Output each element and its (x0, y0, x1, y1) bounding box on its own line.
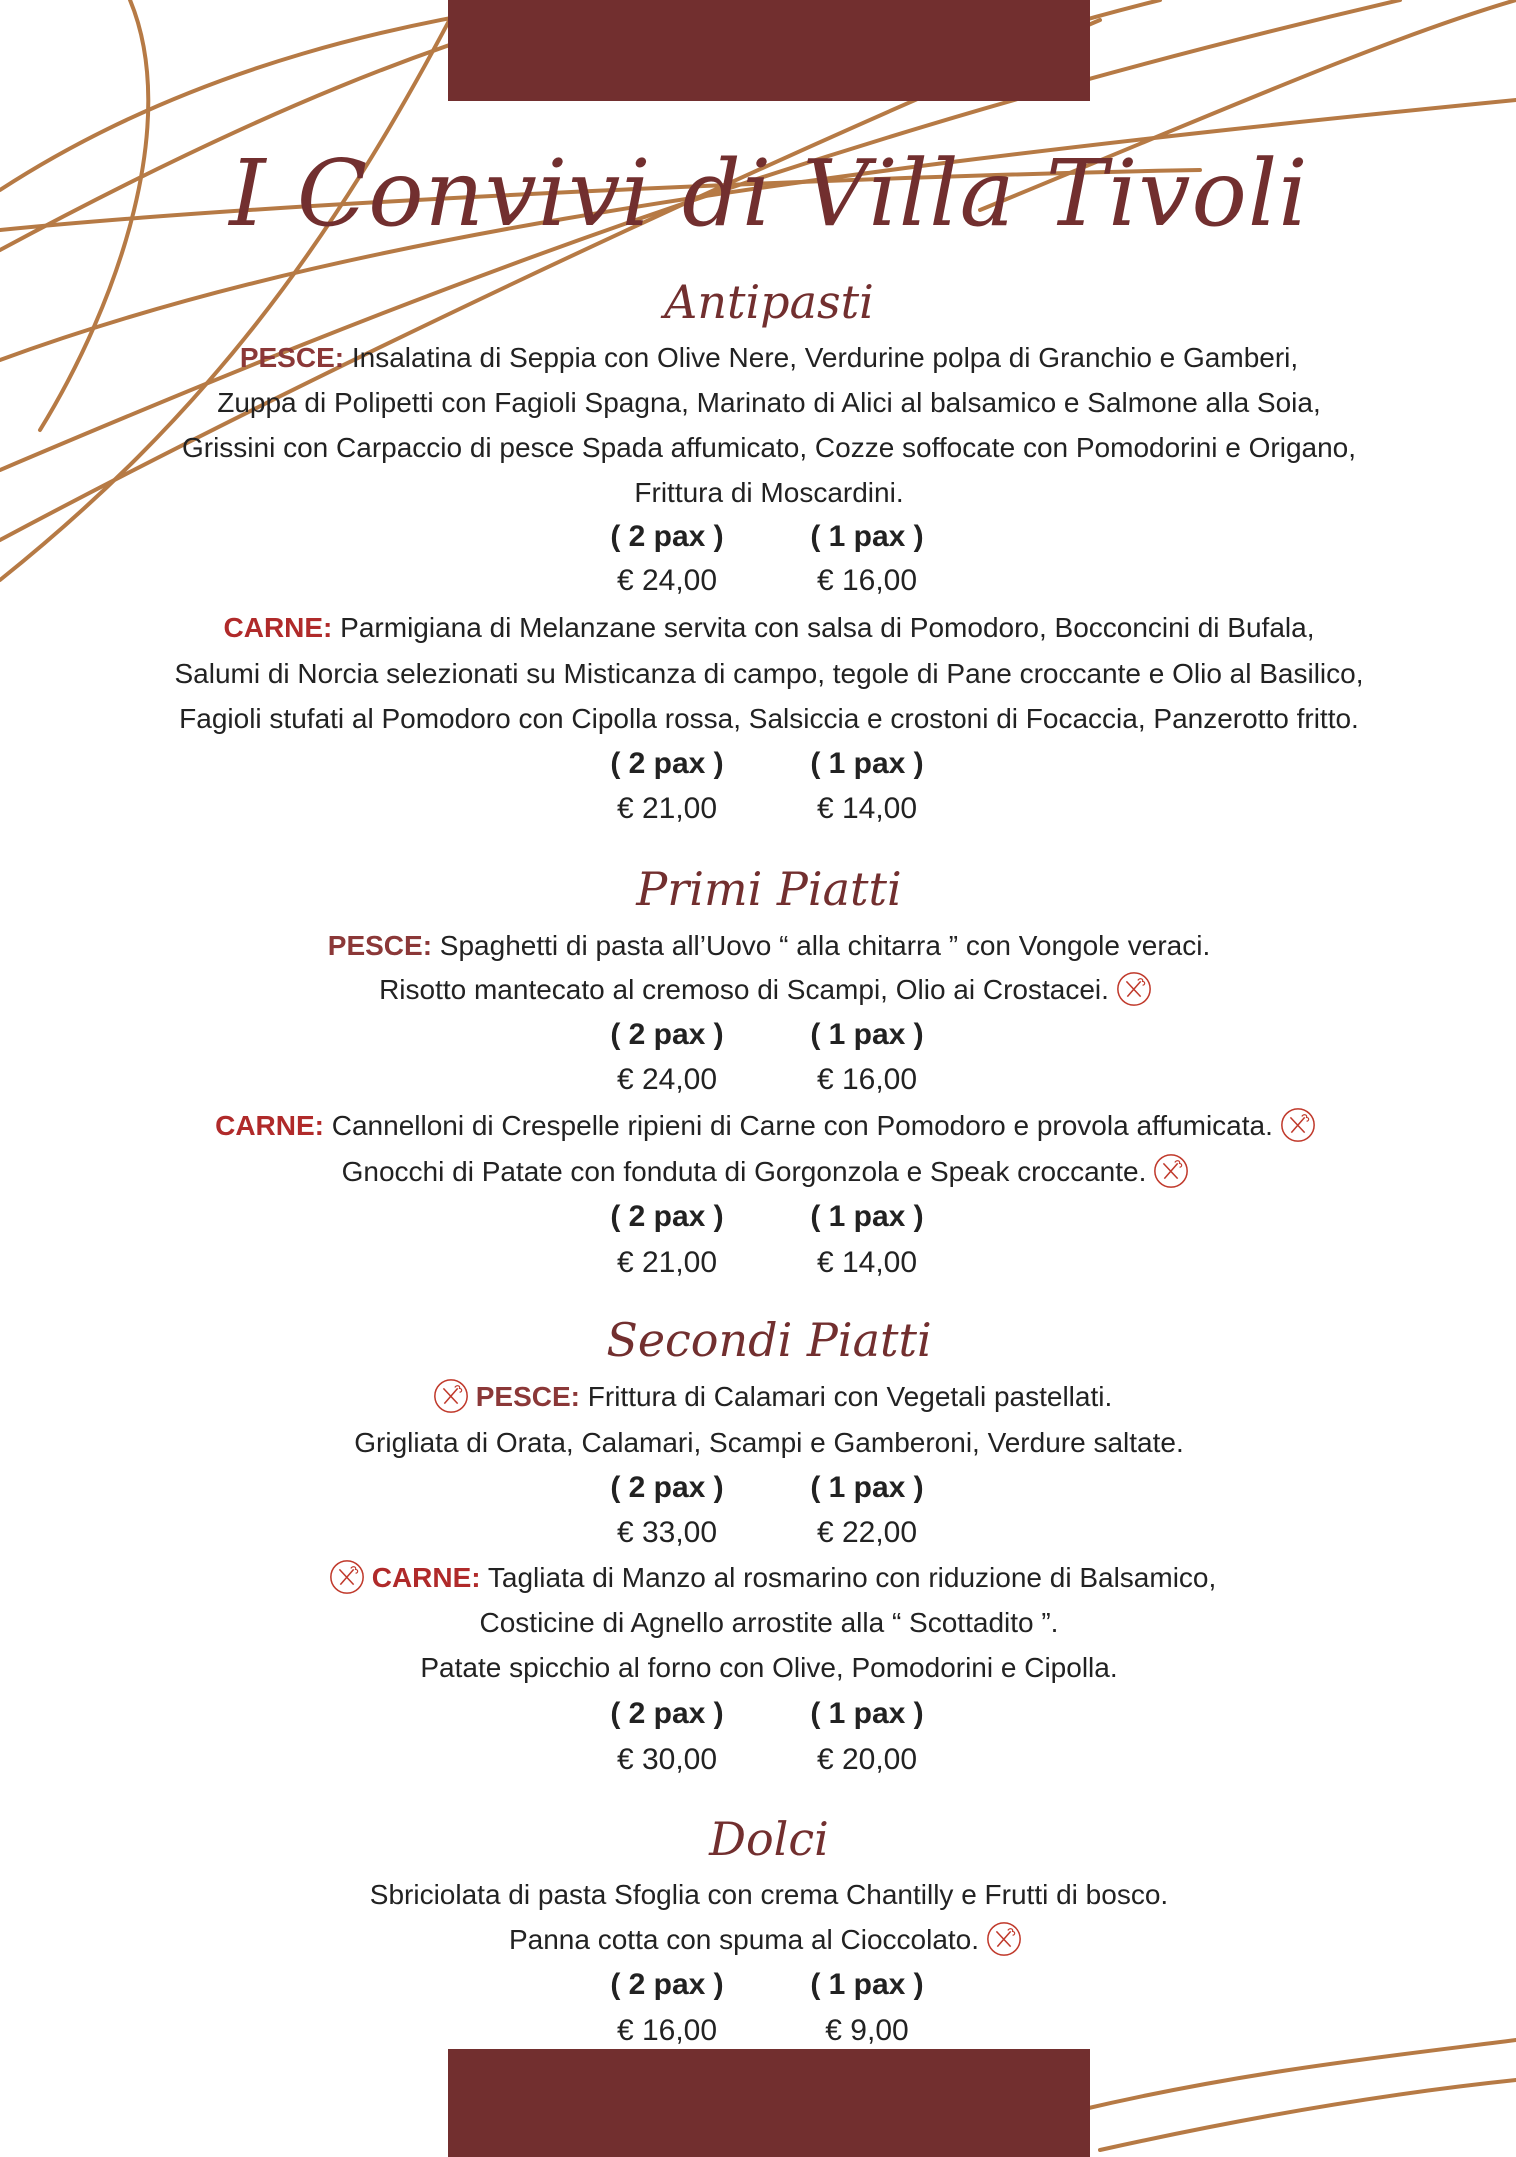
category-pesce: PESCE: (327, 930, 433, 961)
category-carne: CARNE: (371, 1562, 481, 1593)
menu-line: Zuppa di Polipetti con Fagioli Spagna, Marinato di Alici al balsamico e Salmone alla Soia, (217, 387, 1321, 418)
menu-line (0, 1150, 1516, 1194)
category-pesce: PESCE: (475, 1381, 580, 1412)
pax-2-label: ( 2 pax ) (610, 1471, 724, 1504)
dish-text: Tagliata di Manzo al rosmarino con riduzione di Balsamico, (487, 1562, 1217, 1593)
price-2-pax: € 16,00 (616, 2014, 718, 2047)
price-2-pax: € 21,00 (616, 1246, 718, 1279)
chef-hat-icon (1115, 970, 1153, 1008)
menu-line (0, 1375, 1516, 1419)
menu-line: Grissini con Carpaccio di pesce Spada affumicato, Cozze soffocate con Pomodorini e Origano, (181, 432, 1357, 463)
price-2-pax: € 30,00 (616, 1743, 718, 1776)
price-2-pax: € 21,00 (616, 792, 718, 825)
price-1-pax: € 14,00 (816, 792, 918, 825)
pax-1-label: ( 1 pax ) (810, 1471, 924, 1504)
pax-row (0, 1194, 1516, 1240)
menu-line: Grigliata di Orata, Calamari, Scampi e Gamberoni, Verdure saltate. (354, 1427, 1184, 1458)
pax-1-label: ( 1 pax ) (810, 520, 924, 553)
chef-hat-icon (1152, 1152, 1190, 1190)
price-2-pax: € 24,00 (616, 1063, 718, 1096)
pax-row (0, 1012, 1516, 1058)
pax-2-label: ( 2 pax ) (610, 1697, 724, 1730)
chef-hat-icon (1279, 1106, 1317, 1144)
price-row (0, 1240, 1516, 1286)
price-row (0, 1737, 1516, 1783)
pax-1-label: ( 1 pax ) (810, 1200, 924, 1233)
menu-line: Fagioli stufati al Pomodoro con Cipolla rossa, Salsiccia e crostoni di Focaccia, Panzerotto fritto. (179, 703, 1359, 734)
pax-1-label: ( 1 pax ) (810, 1697, 924, 1730)
dish-text: Insalatina di Seppia con Olive Nere, Verdurine polpa di Granchio e Gamberi, (351, 342, 1299, 373)
menu-line (0, 1556, 1516, 1600)
price-1-pax: € 20,00 (816, 1743, 918, 1776)
section-title-antipasti: Antipasti (664, 275, 874, 329)
top-banner (448, 0, 1090, 101)
pax-2-label: ( 2 pax ) (610, 1968, 724, 2001)
dish-text: Cannelloni di Crespelle ripieni di Carne con Pomodoro e provola affumicata. (331, 1110, 1273, 1141)
pax-row (0, 1962, 1516, 2008)
pax-row (0, 1465, 1516, 1511)
dish-text: Spaghetti di pasta all’Uovo “ alla chitarra ” con Vongole veraci. (439, 930, 1211, 961)
pax-2-label: ( 2 pax ) (610, 747, 724, 780)
pax-1-label: ( 1 pax ) (810, 747, 924, 780)
category-carne: CARNE: (215, 1110, 324, 1141)
chef-hat-icon (432, 1377, 470, 1415)
dish-text: Risotto mantecato al cremoso di Scampi, Olio ai Crostacei. (379, 974, 1109, 1005)
price-1-pax: € 16,00 (816, 1063, 918, 1096)
pax-row (0, 1691, 1516, 1737)
section-title-primi: Primi Piatti (636, 862, 902, 916)
pax-2-label: ( 2 pax ) (610, 1200, 724, 1233)
menu-line: Frittura di Moscardini. (634, 477, 904, 508)
price-row (0, 558, 1516, 604)
section-title-secondi: Secondi Piatti (606, 1313, 932, 1367)
price-row (0, 1510, 1516, 1556)
price-row (0, 786, 1516, 832)
menu-line: Patate spicchio al forno con Olive, Pomodorini e Cipolla. (420, 1652, 1118, 1683)
menu-line (0, 606, 1516, 650)
pax-row (0, 741, 1516, 787)
category-carne: CARNE: (223, 612, 333, 643)
menu-line (0, 1104, 1516, 1148)
dish-text: Frittura di Calamari con Vegetali pastellati. (587, 1381, 1113, 1412)
menu-line (0, 924, 1516, 968)
menu-line: Sbriciolata di pasta Sfoglia con crema Chantilly e Frutti di bosco. (369, 1879, 1169, 1910)
menu-line (0, 336, 1516, 380)
price-1-pax: € 16,00 (816, 564, 918, 597)
price-row (0, 1057, 1516, 1103)
pax-row (0, 514, 1516, 560)
section-title-dolci: Dolci (709, 1812, 829, 1866)
price-1-pax: € 14,00 (816, 1246, 918, 1279)
dish-text: Gnocchi di Patate con fonduta di Gorgonzola e Speak croccante. (341, 1156, 1147, 1187)
bottom-banner (448, 2049, 1090, 2157)
category-pesce: PESCE: (239, 342, 345, 373)
menu-line (0, 1918, 1516, 1962)
dish-text: Panna cotta con spuma al Cioccolato. (508, 1924, 980, 1955)
menu-title: I Convivi di Villa Tivoli (229, 140, 1309, 247)
price-2-pax: € 33,00 (616, 1516, 718, 1549)
pax-1-label: ( 1 pax ) (810, 1968, 924, 2001)
price-row (0, 2008, 1516, 2054)
price-2-pax: € 24,00 (616, 564, 718, 597)
price-1-pax: € 9,00 (825, 2014, 909, 2047)
pax-1-label: ( 1 pax ) (810, 1018, 924, 1051)
menu-line (0, 968, 1516, 1012)
chef-hat-icon (985, 1920, 1023, 1958)
menu-line: Salumi di Norcia selezionati su Misticanza di campo, tegole di Pane croccante e Olio al Basilico, (174, 658, 1364, 689)
pax-2-label: ( 2 pax ) (610, 520, 724, 553)
dish-text: Parmigiana di Melanzane servita con salsa di Pomodoro, Bocconcini di Bufala, (340, 612, 1315, 643)
price-1-pax: € 22,00 (816, 1516, 918, 1549)
chef-hat-icon (328, 1558, 366, 1596)
pax-2-label: ( 2 pax ) (610, 1018, 724, 1051)
menu-line: Costicine di Agnello arrostite alla “ Scottadito ”. (479, 1607, 1059, 1638)
